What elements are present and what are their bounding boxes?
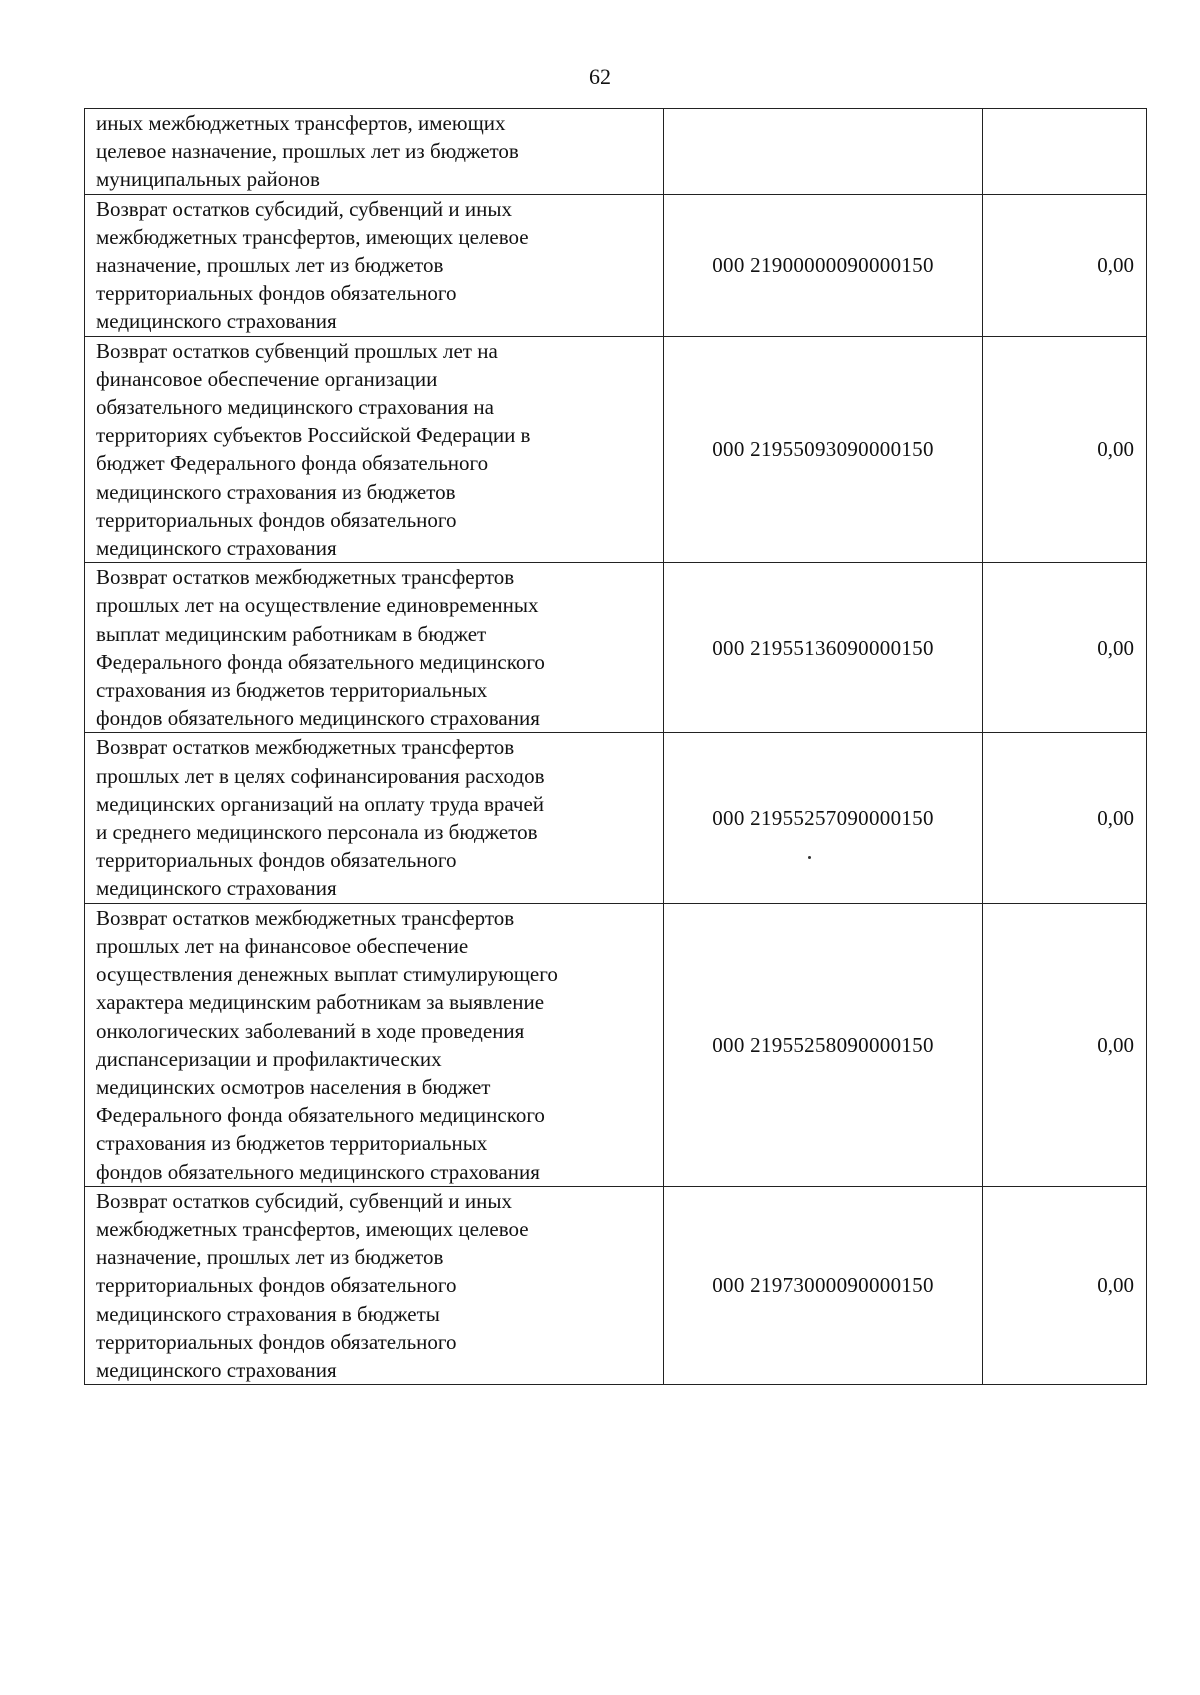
row-value: 0,00 [983, 733, 1147, 903]
table-row [85, 1186, 1147, 1384]
page-number: 62 [589, 64, 611, 89]
table-row [85, 903, 1147, 1186]
row-name: Возврат остатков межбюджетных трансфертов прошлых лет на осуществление единовременных выплат медицинским работникам в бюджет Федерального фонда обязательного медицинского страхования из бюджетов территориальных фондов обязательного медицинского страхования [96, 565, 545, 731]
scan-dot-mark [808, 856, 811, 859]
row-code: 000 21900000090000150 [664, 194, 983, 336]
row-name-cell [85, 336, 664, 563]
row-name-cell [85, 1186, 664, 1384]
row-name: Возврат остатков субсидий, субвенций и иных межбюджетных трансфертов, имеющих целевое назначение, прошлых лет из бюджетов территориальных фондов обязательного медицинского страхования в бюджеты территориальных фондов обязательного медицинского страхования [96, 1188, 529, 1382]
row-name: Возврат остатков субсидий, субвенций и иных межбюджетных трансфертов, имеющих целевое назначение, прошлых лет из бюджетов территориальных фондов обязательного медицинского страхования [96, 196, 529, 334]
row-code: 000 21955257090000150 [664, 733, 983, 903]
table-row [85, 733, 1147, 903]
row-value: 0,00 [983, 336, 1147, 563]
row-name-cell [85, 109, 664, 195]
row-name: Возврат остатков субвенций прошлых лет на финансовое обеспечение организации обязательного медицинского страхования на территориях субъектов Российской Федерации в бюджет Федерального фонда обязательного медицинского страхования из бюджетов территориальных фондов обязательного медицинского страхования [96, 338, 531, 561]
row-value: 0,00 [983, 563, 1147, 733]
row-code: 000 21955093090000150 [664, 336, 983, 563]
row-name-cell [85, 733, 664, 903]
row-value [983, 109, 1147, 195]
table-row [85, 563, 1147, 733]
budget-table [84, 108, 1147, 1385]
row-value: 0,00 [983, 194, 1147, 336]
row-value: 0,00 [983, 903, 1147, 1186]
row-name: иных межбюджетных трансфертов, имеющих целевое назначение, прошлых лет из бюджетов муниципальных районов [96, 111, 519, 192]
row-code [664, 109, 983, 195]
row-name-cell [85, 563, 664, 733]
table-row [85, 109, 1147, 195]
table-row [85, 336, 1147, 563]
row-code: 000 21955258090000150 [664, 903, 983, 1186]
row-code: 000 21955136090000150 [664, 563, 983, 733]
row-name-cell [85, 903, 664, 1186]
row-code: 000 21973000090000150 [664, 1186, 983, 1384]
row-name: Возврат остатков межбюджетных трансфертов прошлых лет на финансовое обеспечение осуществления денежных выплат стимулирующего характера медицинским работникам за выявление онкологических заболеваний в ходе проведения диспансеризации и профилактических медицинских осмотров населения в бюджет Федерального фонда обязательного медицинского страхования из бюджетов территориальных фондов обязательного медицинского страхования [96, 905, 558, 1184]
row-value: 0,00 [983, 1186, 1147, 1384]
row-name: Возврат остатков межбюджетных трансфертов прошлых лет в целях софинансирования расходов медицинских организаций на оплату труда врачей и среднего медицинского персонала из бюджетов территориальных фондов обязательного медицинского страхования [96, 735, 545, 901]
row-name-cell [85, 194, 664, 336]
table-row [85, 194, 1147, 336]
